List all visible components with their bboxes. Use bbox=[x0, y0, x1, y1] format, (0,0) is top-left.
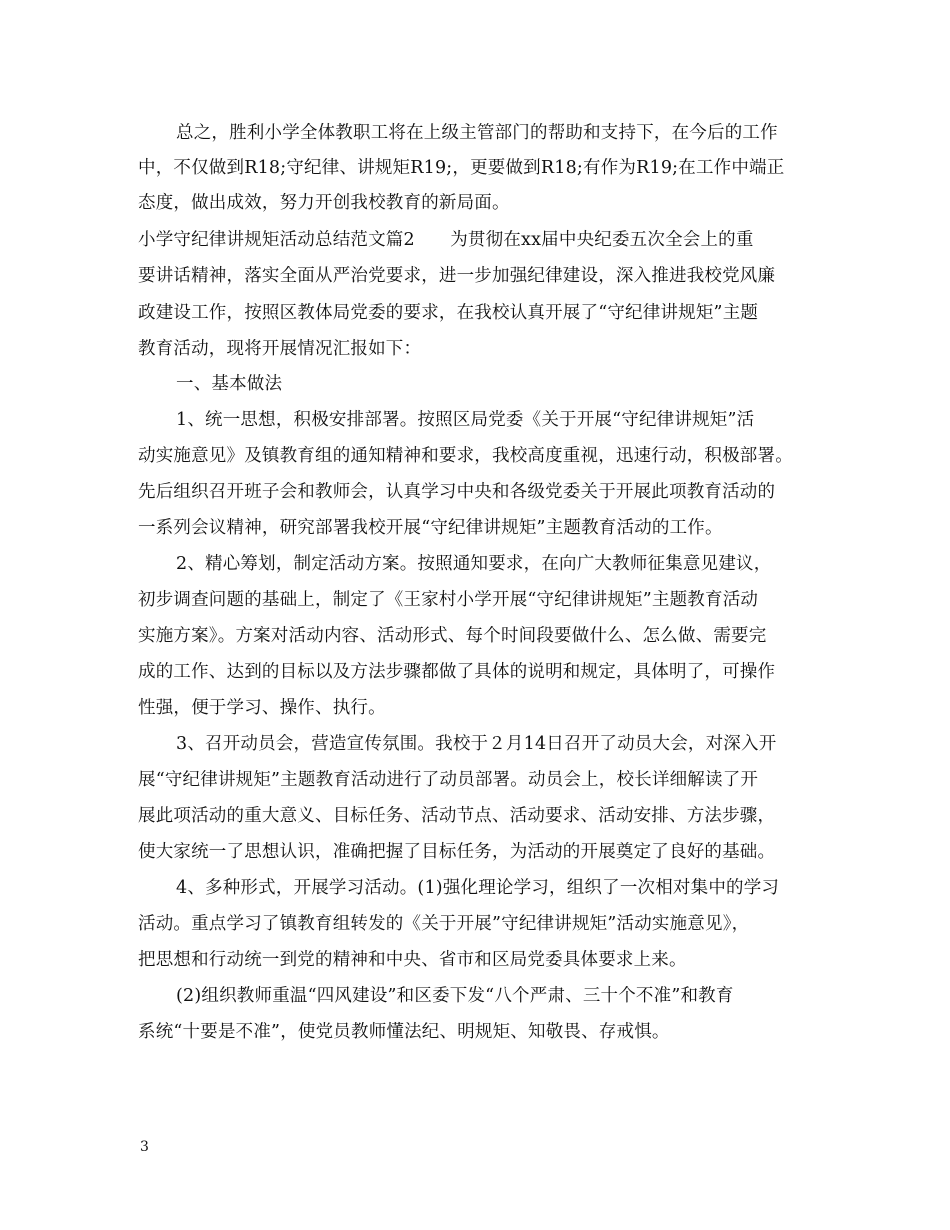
text-line: 成的工作、达到的目标以及方法步骤都做了具体的说明和规定，具体明了，可操作 bbox=[138, 662, 776, 682]
text-line: 总之，胜利小学全体教职工将在上级主管部门的帮助和支持下，在今后的工作 bbox=[176, 123, 778, 143]
text-line: 中，不仅做到R18;守纪律、讲规矩R19;，更要做到R18;有作为R19;在工作中端正 bbox=[138, 158, 785, 178]
text-line: 展“守纪律讲规矩”主题教育活动进行了动员部署。动员会上，校长详细解读了开 bbox=[138, 770, 759, 790]
text-line: 3、召开动员会，营造宣传氛围。我校于２月14日召开了动员大会，对深入开 bbox=[176, 734, 777, 754]
text-line: 1、统一思想，积极安排部署。按照区局党委《关于开展“守纪律讲规矩”活 bbox=[176, 410, 755, 430]
text-line: 系统“十要是不准”，使党员教师懂法纪、明规矩、知敬畏、存戒惧。 bbox=[138, 1022, 670, 1042]
subheading-basic-practices: 一、基本做法 bbox=[176, 374, 283, 394]
text-line: 2、精心筹划，制定活动方案。按照通知要求，在向广大教师征集意见建议， bbox=[176, 554, 772, 574]
text-line: (2)组织教师重温“四风建设”和区委下发“八个严肃、三十个不准”和教育 bbox=[176, 986, 734, 1006]
text-line: 活动。重点学习了镇教育组转发的《关于开展”守纪律讲规矩”活动实施意见》， bbox=[138, 914, 750, 934]
text-line: 实施方案》。方案对活动内容、活动形式、每个时间段要做什么、怎么做、需要完 bbox=[138, 626, 767, 646]
text-line: 动实施意见》及镇教育组的通知精神和要求，我校高度重视，迅速行动，积极部署。 bbox=[138, 446, 793, 466]
text-line: 使大家统一了思想认识，准确把握了目标任务，为活动的开展奠定了良好的基础。 bbox=[138, 842, 776, 862]
text-line: 把思想和行动统一到党的精神和中央、省市和区局党委具体要求上来。 bbox=[138, 950, 687, 970]
text-line: 初步调查问题的基础上，制定了《王家村小学开展“守纪律讲规矩”主题教育活动 bbox=[138, 590, 759, 610]
page-number: 3 bbox=[140, 1139, 149, 1155]
text-line: 政建设工作，按照区教体局党委的要求，在我校认真开展了“守纪律讲规矩”主题 bbox=[138, 303, 759, 323]
text-line: 先后组织召开班子会和教师会，认真学习中央和各级党委关于开展此项教育活动的 bbox=[138, 482, 776, 502]
text-line: 4、多种形式，开展学习活动。(1)强化理论学习，组织了一次相对集中的学习 bbox=[176, 878, 780, 898]
section-heading-line: 小学守纪律讲规矩活动总结范文篇2 为贯彻在xx届中央纪委五次全会上的重 bbox=[138, 230, 754, 250]
text-line: 性强，便于学习、操作、执行。 bbox=[138, 698, 386, 718]
text-line: 教育活动，现将开展情况汇报如下： bbox=[138, 339, 422, 359]
text-line: 要讲话精神，落实全面从严治党要求，进一步加强纪律建设，深入推进我校党风廉 bbox=[138, 266, 776, 286]
text-line: 一系列会议精神，研究部署我校开展“守纪律讲规矩”主题教育活动的工作。 bbox=[138, 518, 723, 538]
text-line: 态度，做出成效，努力开创我校教育的新局面。 bbox=[138, 193, 510, 213]
text-line: 展此项活动的重大意义、目标任务、活动节点、活动要求、活动安排、方法步骤， bbox=[138, 806, 776, 826]
